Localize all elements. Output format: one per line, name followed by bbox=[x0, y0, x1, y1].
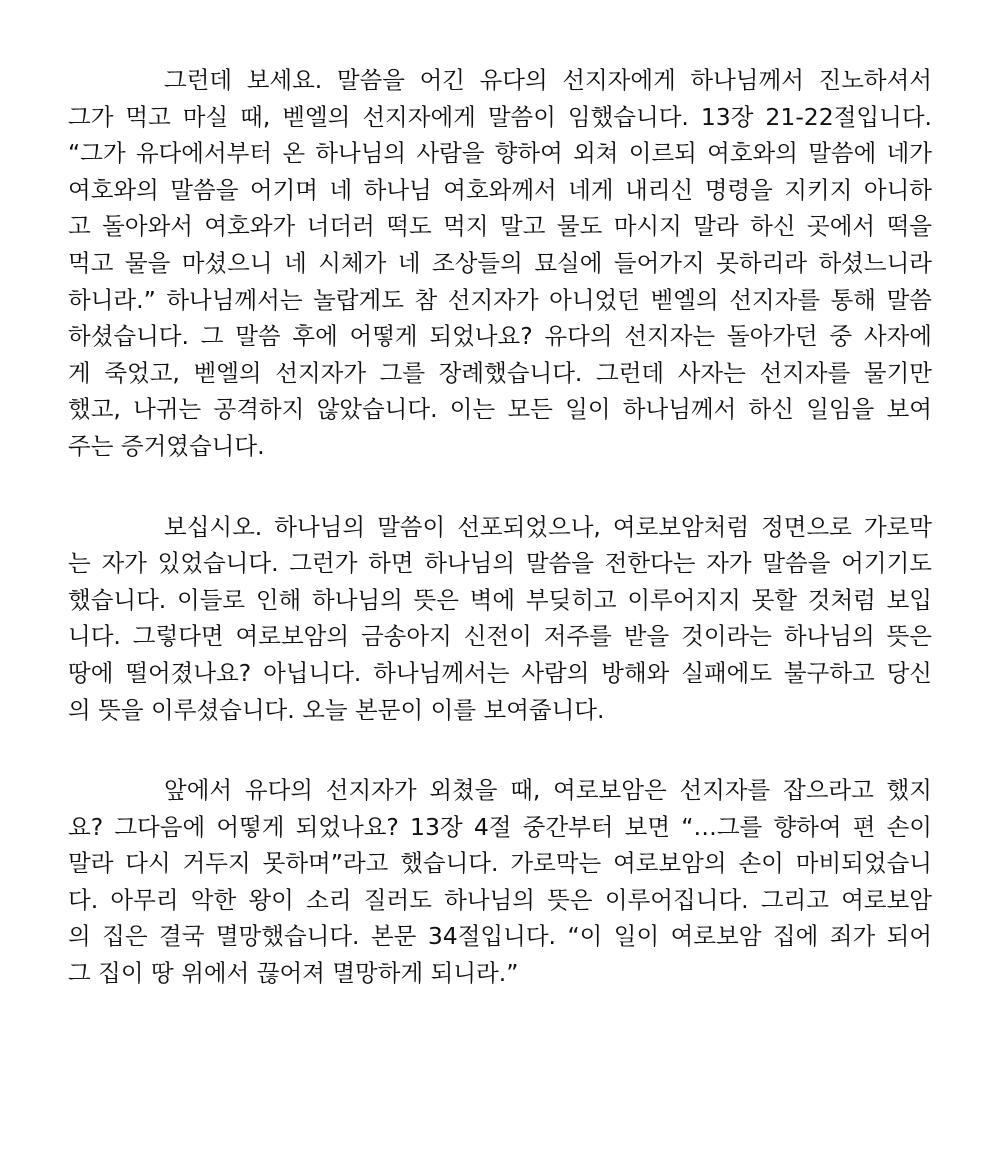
text-line: 하니라.” 하나님께서는 놀랍게도 참 선지자가 아니었던 벧엘의 선지자를 통해 말씀 bbox=[68, 285, 932, 314]
paragraph-3 bbox=[68, 772, 932, 992]
text-line: “그가 유다에서부터 온 하나님의 사람을 향하여 외쳐 이르되 여호와의 말씀에 네가 bbox=[68, 139, 932, 168]
text-line: 의 뜻을 이루셨습니다. 오늘 본문이 이를 보여줍니다. bbox=[68, 695, 605, 724]
text-line: 했고, 나귀는 공격하지 않았습니다. 이는 모든 일이 하나님께서 하신 일임을 보여 bbox=[68, 395, 932, 424]
text-line: 주는 증거였습니다. bbox=[68, 431, 265, 460]
paragraph-1 bbox=[68, 62, 932, 465]
text-line: 여호와의 말씀을 어기며 네 하나님 여호와께서 네게 내리신 명령을 지키지 아니하 bbox=[68, 175, 932, 204]
text-line: 앞에서 유다의 선지자가 외쳤을 때, 여로보암은 선지자를 잡으라고 했지 bbox=[164, 776, 932, 805]
text-line: 말라 다시 거두지 못하며”라고 했습니다. 가로막는 여로보암의 손이 마비되었습니 bbox=[68, 849, 932, 878]
text-line: 먹고 물을 마셨으니 네 시체가 네 조상들의 묘실에 들어가지 못하리라 하셨느니라 bbox=[68, 248, 932, 277]
text-line: 게 죽었고, 벧엘의 선지자가 그를 장례했습니다. 그런데 사자는 선지자를 물기만 bbox=[68, 358, 932, 387]
text-line: 고 돌아와서 여호와가 너더러 떡도 먹지 말고 물도 마시지 말라 하신 곳에서 떡을 bbox=[68, 212, 932, 241]
text-line: 니다. 그렇다면 여로보암의 금송아지 신전이 저주를 받을 것이라는 하나님의 뜻은 bbox=[68, 622, 932, 651]
text-line: 요? 그다음에 어떻게 되었나요? 13장 4절 중간부터 보면 “…그를 향하여 편 손이 bbox=[68, 812, 932, 841]
text-line: 땅에 떨어졌나요? 아닙니다. 하나님께서는 사람의 방해와 실패에도 불구하고 당신 bbox=[68, 658, 932, 687]
text-line: 는 자가 있었습니다. 그런가 하면 하나님의 말씀을 전한다는 자가 말씀을 어기기도 bbox=[68, 549, 932, 578]
text-line: 의 집은 결국 멸망했습니다. 본문 34절입니다. “이 일이 여로보암 집에 죄가 되어 bbox=[68, 922, 932, 951]
text-line: 그가 먹고 마실 때, 벧엘의 선지자에게 말씀이 임했습니다. 13장 21-22절입니다. bbox=[68, 102, 932, 131]
text-line: 그런데 보세요. 말씀을 어긴 유다의 선지자에게 하나님께서 진노하셔서 bbox=[164, 66, 932, 94]
text-line: 그 집이 땅 위에서 끊어져 멸망하게 되니라.” bbox=[68, 959, 519, 988]
text-line: 했습니다. 이들로 인해 하나님의 뜻은 벽에 부딪히고 이루어지지 못할 것처럼 보입 bbox=[68, 585, 932, 614]
text-line: 보십시오. 하나님의 말씀이 선포되었으나, 여로보암처럼 정면으로 가로막 bbox=[164, 512, 932, 541]
document-body bbox=[68, 62, 932, 992]
text-line: 다. 아무리 악한 왕이 소리 질러도 하나님의 뜻은 이루어집니다. 그리고 여로보암 bbox=[68, 885, 932, 914]
text-line: 하셨습니다. 그 말씀 후에 어떻게 되었나요? 유다의 선지자는 돌아가던 중 사자에 bbox=[68, 322, 932, 351]
paragraph-2 bbox=[68, 509, 932, 729]
